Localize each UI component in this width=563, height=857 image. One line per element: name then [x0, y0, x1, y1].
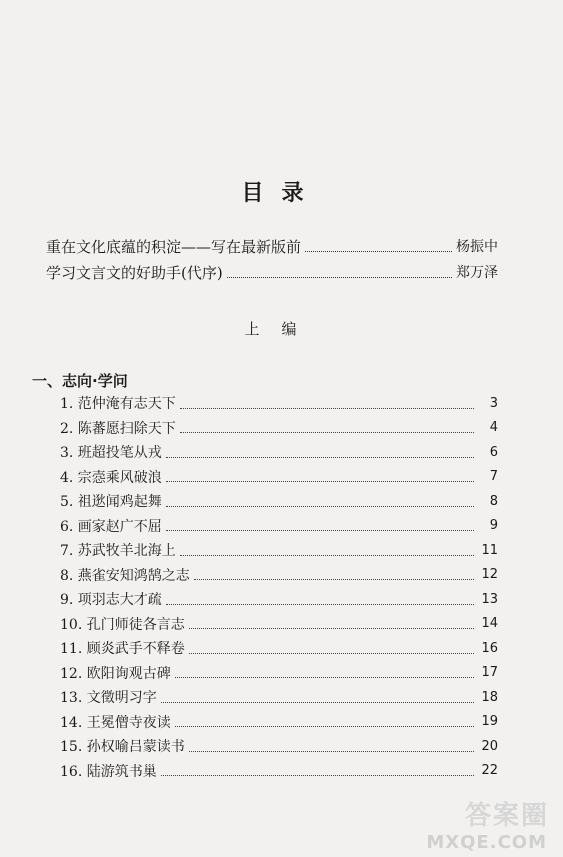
dot-leader [189, 618, 474, 629]
preface-author: 杨振中 [456, 239, 498, 255]
entry-page: 17 [481, 665, 498, 680]
toc-entry [60, 613, 498, 635]
preface-author: 郑万泽 [456, 265, 498, 281]
toc-entry [60, 588, 498, 610]
toc-entry [60, 662, 498, 684]
dot-leader [175, 716, 474, 727]
entry-title: 11. 顾炎武手不释卷 [60, 641, 185, 657]
toc-entry [60, 441, 498, 463]
entry-title: 3. 班超投笔从戎 [60, 445, 162, 461]
entry-page: 22 [481, 763, 498, 778]
entry-page: 19 [481, 714, 498, 729]
dot-leader [166, 496, 474, 507]
entry-page: 11 [481, 542, 498, 558]
entry-title: 7. 苏武牧羊北海上 [60, 543, 176, 559]
dot-leader [180, 545, 474, 556]
toc-entry [60, 735, 498, 757]
entry-page: 3 [489, 395, 498, 411]
watermark-text: 答案圈 [464, 801, 549, 831]
entry-title: 8. 燕雀安知鸿鹄之志 [60, 567, 190, 584]
watermark-url: MXQE.COM [426, 832, 547, 853]
toc-entry [60, 711, 498, 733]
dot-leader [189, 643, 474, 654]
entry-page: 20 [481, 738, 498, 754]
page-title: 目录 [241, 180, 322, 206]
dot-leader [161, 692, 474, 703]
entry-page: 4 [489, 420, 498, 435]
entry-title: 13. 文徵明习字 [60, 690, 157, 706]
dot-leader [180, 422, 474, 433]
toc-entry [60, 637, 498, 659]
preface-entry [46, 236, 498, 256]
preface-entry [46, 262, 498, 282]
dot-leader [161, 765, 474, 776]
watermark-logo [425, 795, 555, 853]
dot-leader [166, 594, 474, 605]
entry-page: 13 [481, 591, 498, 607]
toc-entry [60, 760, 498, 782]
toc-entry [60, 466, 498, 488]
entry-page: 6 [489, 444, 498, 460]
entry-title: 15. 孙权喻吕蒙读书 [60, 739, 185, 755]
toc-entry [60, 539, 498, 561]
dot-leader [180, 398, 474, 409]
dot-leader [194, 569, 474, 580]
entry-title: 9. 项羽志大才疏 [60, 592, 162, 608]
entry-page: 16 [481, 640, 498, 656]
entry-title: 4. 宗悫乘风破浪 [60, 469, 162, 486]
dot-leader [305, 241, 452, 252]
entry-page: 7 [489, 469, 498, 484]
toc-entry [60, 417, 498, 439]
preface-title: 学习文言文的好助手(代序) [46, 263, 223, 282]
entry-page: 9 [489, 518, 498, 533]
toc-entry [60, 564, 498, 586]
dot-leader [166, 447, 474, 458]
preface-title: 重在文化底蕴的积淀——写在最新版前 [46, 237, 302, 256]
entry-page: 18 [481, 689, 498, 705]
entry-title: 1. 范仲淹有志天下 [60, 396, 176, 412]
entry-title: 12. 欧阳询观古碑 [60, 665, 171, 682]
dot-leader [166, 520, 474, 531]
dot-leader [227, 267, 452, 278]
entry-title: 5. 祖逖闻鸡起舞 [60, 494, 162, 510]
dot-leader [189, 741, 474, 752]
toc-entry [60, 515, 498, 537]
toc-entry [60, 686, 498, 708]
toc-entry [60, 490, 498, 512]
toc-entry [60, 392, 498, 414]
dot-leader [166, 471, 474, 482]
entry-title: 16. 陆游筑书巢 [60, 763, 157, 780]
entry-title: 2. 陈蕃愿扫除天下 [60, 420, 176, 437]
entry-page: 14 [481, 616, 498, 631]
entry-title: 6. 画家赵广不屈 [60, 518, 162, 535]
section-title: 上编 [244, 320, 319, 338]
dot-leader [175, 667, 474, 678]
entry-page: 12 [481, 567, 498, 582]
part-title: 一、志向·学问 [32, 372, 128, 390]
entry-page: 8 [489, 493, 498, 509]
entry-title: 14. 王冕僧寺夜读 [60, 714, 171, 731]
entry-title: 10. 孔门师徒各言志 [60, 616, 185, 633]
